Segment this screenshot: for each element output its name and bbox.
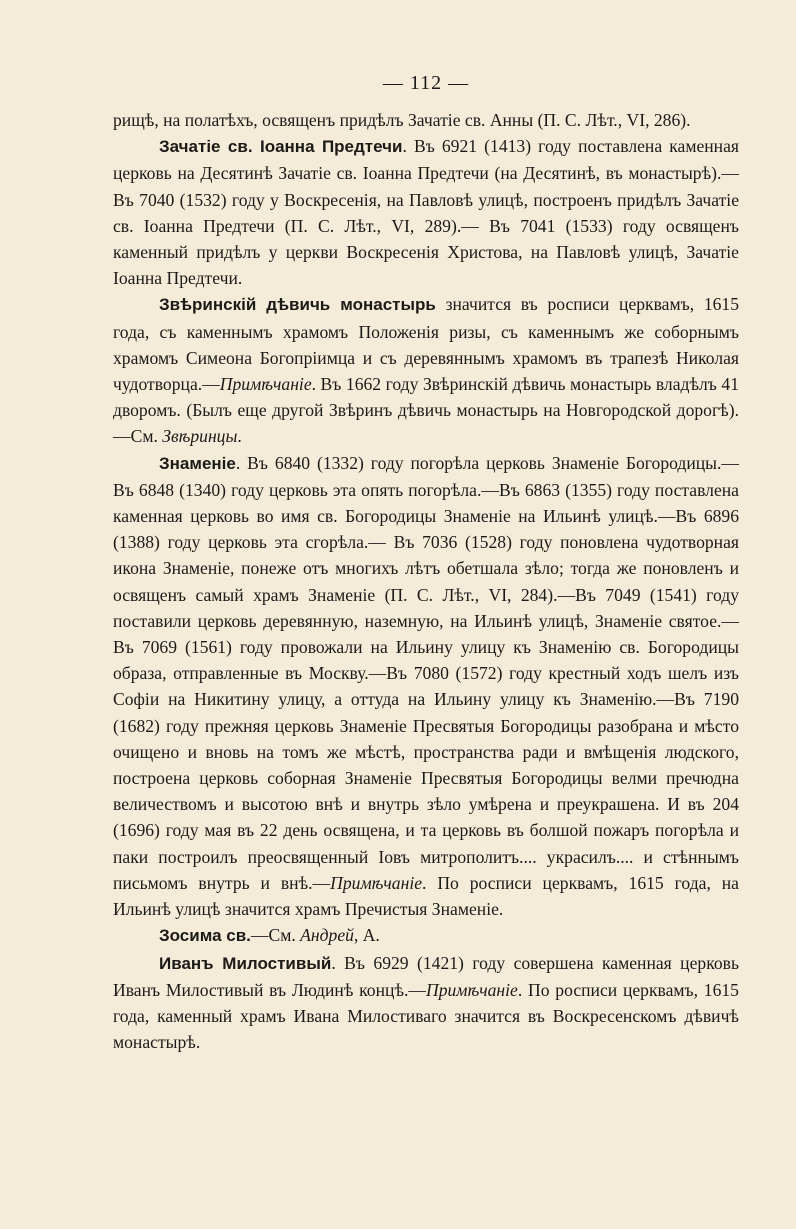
entry-text: . По росписи церквамъ, 1615 года, на Ильинѣ улицѣ значится храмъ Пречистыя Знаменіе. <box>113 872 739 920</box>
page-number: — 112 — <box>382 72 470 94</box>
entry-text: значится въ росписи церквамъ, 1615 года, съ каменнымъ храмомъ Положенія ризы, съ каменнымъ же соборнымъ храмомъ Симеона Богопріимца и съ деревяннымъ храмомъ въ трапезѣ Николая чудотворца.— <box>113 294 740 395</box>
entry-text: . <box>237 426 242 447</box>
entry-heading: Знаменіе <box>159 453 236 473</box>
entry-ivan-milostivy <box>113 950 739 1056</box>
entry-zosima <box>113 922 739 949</box>
entry-heading: Зачатіе св. Іоанна Предтечи <box>159 137 403 157</box>
entry-heading: Зосима св. <box>159 926 251 946</box>
entry-italic: Примѣчаніе <box>330 872 423 893</box>
entry-heading: Звѣринскій дѣвичь монастырь <box>159 295 436 315</box>
entry-zachatie-ioanna <box>113 133 739 291</box>
entry-text: . Въ 6921 (1413) году поставлена каменная церковь на Десятинѣ Зачатіе св. Іоанна Предтечи (на Десятинѣ, въ монастырѣ).—Въ 7040 (1532) году у Воскресенія, на Павловѣ улицѣ, построенъ придѣлъ Зачатіе св. Іоанна Предтечи (П. С. Лѣт., VI, 289).— Въ 7041 (1533) году освященъ каменный придѣлъ у церкви Воскресенія Христова, на Павловѣ улицѣ, Зачатіе Іоанна Предтечи. <box>113 136 739 289</box>
paragraph-text: рищѣ, на полатѣхъ, освященъ придѣлъ Зачатіе св. Анны (П. С. Лѣт., VI, 286). <box>113 110 691 130</box>
entry-text: —См. <box>250 925 301 946</box>
page-content <box>113 72 739 1055</box>
entry-text: . Въ 1662 году Звѣринскій дѣвичь монастырь владѣлъ 41 дворомъ. (Былъ еще другой Звѣринъ дѣвичь монастырь на Новгородской дорогѣ).—См. <box>113 374 739 447</box>
paragraph-continuation <box>113 107 739 133</box>
entry-text: . По росписи церквамъ, 1615 года, каменный храмъ Ивана Милостиваго значится въ Воскресенскомъ дѣвичѣ монастырѣ. <box>113 979 739 1053</box>
entry-text: . Въ 6840 (1332) году погорѣла церковь Знаменіе Богородицы.—Въ 6848 (1340) году церковь эта опять погорѣла.—Въ 6863 (1355) году поставлена каменная церковь во имя св. Богородицы Знаменіе на Ильинѣ улицѣ.—Въ 6896 (1388) году церковь эта сгорѣла.— Въ 7036 (1528) году поновлена чудотворная икона Знаменіе, понеже отъ многихъ лѣтъ обетшала зѣло; тогда же поновленъ и освященъ самый храмъ Знаменіе (П. С. Лѣт., VI, 284).—Въ 7049 (1541) году поставили церковь деревянную, наземную, на Ильинѣ улицѣ, Знаменіе святое.—Въ 7069 (1561) году провожали на Ильину улицу къ Знаменію св. Богородицы образа, отправленные въ Москву.—Въ 7080 (1572) году крестный ходъ шелъ изъ Софіи на Никитину улицу, а оттуда на Ильину улицу къ Знаменію.—Въ 7190 (1682) году прежняя церковь Знаменіе Пресвятыя Богородицы разобрана и мѣсто очищено и вновь на томъ же мѣстѣ, пространства ради и вмѣщенія людского, построена церковь соборная Знаменіе Пресвятыя Богородицы велми пречюдна величествомъ и высотою внѣ и внутрь зѣло умѣрена и преукрашена. И въ 204 (1696) году мая въ 22 день освящена, и та церковь въ болшой пожаръ погорѣла и паки построилъ преосвященный Іовъ митрополитъ.... украсилъ.... и стѣннымъ письмомъ внутрь и внѣ.— <box>113 452 739 893</box>
entry-znamenie <box>113 450 739 923</box>
entry-italic: Примѣчаніе <box>219 374 312 395</box>
entry-italic: Примѣчаніе <box>425 979 518 1000</box>
entry-italic: Звѣринцы <box>162 426 238 447</box>
entry-italic: Андрей <box>300 925 354 946</box>
entry-text: , А. <box>353 925 380 946</box>
entry-text: . Въ 6929 (1421) году совершена каменная церковь Иванъ Милостивый въ Людинѣ концѣ.— <box>113 952 739 1000</box>
entry-heading: Иванъ Милостивый <box>159 953 332 973</box>
entry-zverinsky-monastery <box>113 291 739 449</box>
